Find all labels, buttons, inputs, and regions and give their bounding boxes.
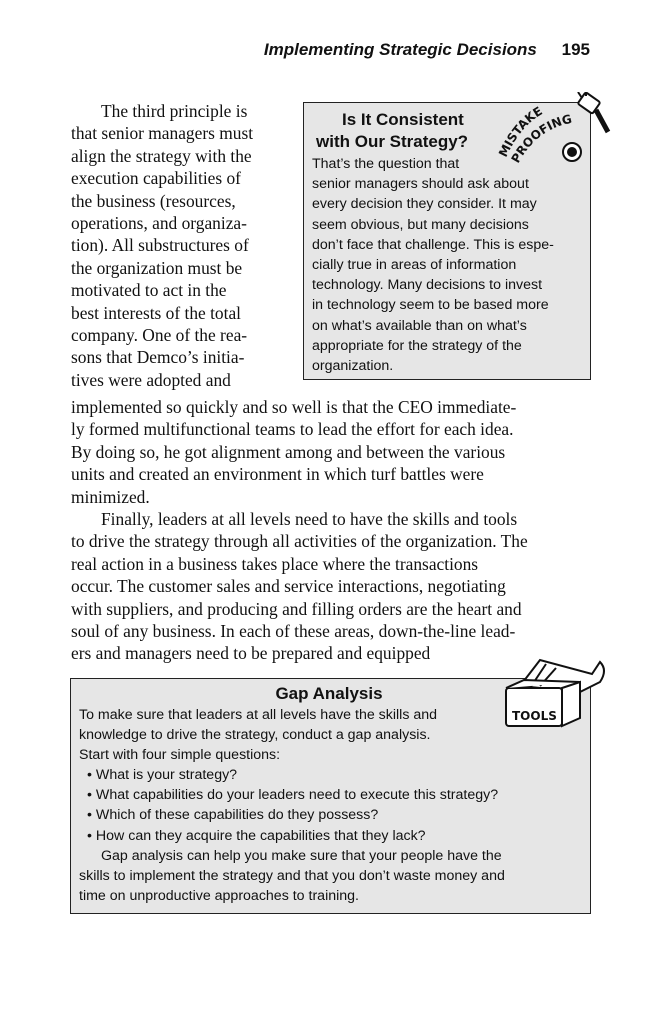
intro-line: The third principle is <box>101 101 248 121</box>
body-line: to drive the strategy through all activities of the organization. The <box>71 531 528 552</box>
gap-question: • How can they acquire the capabilities that they lack? <box>79 826 582 846</box>
intro-line: execution capabilities of <box>71 168 241 189</box>
gap-question: • Which of these capabilities do they possess? <box>79 805 582 825</box>
gap-question-list <box>79 765 582 845</box>
sidebar-consistency-title <box>312 109 506 153</box>
gap-closing-line: Gap analysis can help you make sure that your people have the <box>101 847 502 864</box>
sidebar-consistency-body <box>312 154 582 376</box>
gap-intro-line: Start with four simple questions: <box>79 747 281 764</box>
mistake-label: MISTAKE <box>496 104 545 160</box>
sidebar-line: cially true in areas of information <box>312 257 517 274</box>
intro-text <box>71 100 289 391</box>
body-line: ers and managers need to be prepared and equipped <box>71 643 431 664</box>
tools-label: TOOLS <box>512 709 557 723</box>
body-line: implemented so quickly and so well is that the CEO immediate- <box>71 397 517 417</box>
body-line: Finally, leaders at all levels need to have the skills and tools <box>101 509 518 530</box>
gap-closing-line: skills to implement the strategy and that you don’t waste money and <box>79 867 505 884</box>
intro-line: align the strategy with the <box>71 145 252 166</box>
sidebar-line: organization. <box>312 358 394 375</box>
sidebar-line: senior managers should ask about <box>312 176 529 193</box>
intro-paragraph <box>71 100 289 391</box>
sidebar-line: on what’s available than on what’s <box>312 317 527 334</box>
sidebar-line: That’s the question that <box>312 156 460 172</box>
sidebar-line: in technology seem to be based more <box>312 297 549 314</box>
gap-intro-line: knowledge to drive the strategy, conduct a gap analysis. <box>79 727 431 744</box>
body-line: real action in a business takes place where the transactions <box>71 553 479 574</box>
sidebar-line: appropriate for the strategy of the <box>312 337 522 354</box>
toolbox-icon <box>500 652 610 732</box>
sidebar-line: seem obvious, but many decisions <box>312 216 529 233</box>
intro-line: the business (resources, <box>71 190 236 211</box>
sidebar-line: every decision they consider. It may <box>312 196 537 213</box>
body-line: ly formed multifunctional teams to lead the effort for each idea. <box>71 419 514 440</box>
intro-line: sons that Demco’s initia- <box>71 347 245 368</box>
gap-analysis-title: Gap Analysis <box>275 684 383 703</box>
gap-closing-line: time on unproductive approaches to training. <box>79 887 359 904</box>
mistake-proofing-icon <box>494 92 614 168</box>
continuation-paragraph <box>71 396 586 665</box>
intro-line: motivated to act in the <box>71 280 227 301</box>
running-title: Implementing Strategic Decisions <box>263 40 537 59</box>
body-line: with suppliers, and producing and filling orders are the heart and <box>71 598 522 619</box>
gap-analysis-body <box>79 705 582 906</box>
gap-question: • What is your strategy? <box>79 765 582 785</box>
continuation-text <box>71 396 586 508</box>
second-paragraph <box>71 508 586 665</box>
gap-question: • What capabilities do your leaders need to execute this strategy? <box>79 785 582 805</box>
intro-line: company. One of the rea- <box>71 325 248 346</box>
body-line: By doing so, he got alignment among and between the various <box>71 441 506 462</box>
intro-line: operations, and organiza- <box>71 213 247 234</box>
running-header <box>0 40 590 60</box>
body-line: soul of any business. In each of these areas, down-the-line lead- <box>71 621 516 642</box>
gap-intro-line: To make sure that leaders at all levels have the skills and <box>79 707 438 723</box>
sidebar-title-line: with Our Strategy? <box>316 132 469 151</box>
proofing-label: PROOFING <box>508 111 574 166</box>
sidebar-line: don’t face that challenge. This is espe- <box>312 236 554 253</box>
intro-line: tion). All substructures of <box>71 235 249 256</box>
sidebar-line: technology. Many decisions to invest <box>312 277 543 294</box>
body-line: units and created an environment in which turf battles were <box>71 464 484 485</box>
sidebar-title-line: Is It Consistent <box>342 110 464 129</box>
intro-line: best interests of the total <box>71 302 242 323</box>
intro-line: that senior managers must <box>71 123 254 144</box>
body-line: minimized. <box>71 486 150 507</box>
body-line: occur. The customer sales and service interactions, negotiating <box>71 576 506 597</box>
page-number: 195 <box>561 40 590 59</box>
intro-line: tives were adopted and <box>71 369 231 390</box>
intro-line: the organization must be <box>71 257 243 278</box>
